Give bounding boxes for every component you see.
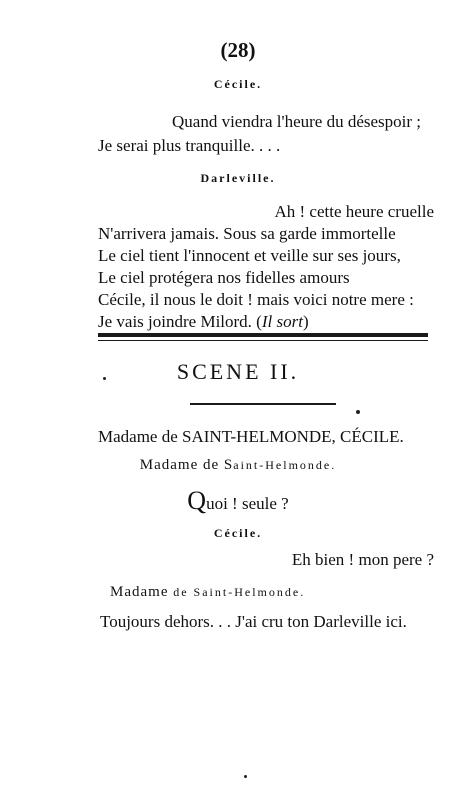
verse-line: Toujours dehors. . . J'ai cru ton Darleville ici. <box>100 612 407 631</box>
drop-initial: Q <box>187 486 207 515</box>
speaker-saint-helmonde <box>0 458 476 473</box>
verse-line: Cécile, il nous le doit ! mais voici notre mere : <box>98 290 414 309</box>
scene-rule <box>190 403 336 405</box>
verse-line <box>98 313 309 330</box>
verse-text: ) <box>302 312 309 331</box>
speaker-darleville: Darleville. <box>200 171 276 185</box>
speaker-prefix: Madame <box>110 584 174 600</box>
verse-line: Le ciel tient l'innocent et veille sur ses jours, <box>98 246 401 265</box>
speaker-saint-helmonde <box>110 585 305 600</box>
dot-mark <box>103 377 106 380</box>
persons-list: Madame de SAINT-HELMONDE, CÉCILE. <box>98 427 404 446</box>
dot-mark <box>244 775 247 778</box>
stage-direction: Il sort <box>261 312 303 331</box>
verse-line: Quand viendra l'heure du désespoir ; <box>172 112 422 131</box>
verse-line: Je serai plus tranquille. . . . <box>98 136 281 155</box>
page-number: (28) <box>220 38 256 62</box>
scene-title: SCENE II. <box>176 359 300 384</box>
verse-line: Le ciel protégera nos fidelles amours <box>98 268 350 287</box>
verse-line: N'arrivera jamais. Sous sa garde immortelle <box>98 224 396 243</box>
verse-text: Je vais joindre Milord. ( <box>98 312 262 331</box>
dot-mark <box>356 410 360 414</box>
speaker-cecile: Cécile. <box>213 77 263 91</box>
speech-text: uoi ! seule ? <box>206 494 289 513</box>
speaker-prefix: Madame de S <box>139 457 234 473</box>
verse-line: Eh bien ! mon pere ? <box>291 550 434 569</box>
speaker-smallcaps: de Saint-Helmonde. <box>173 585 306 599</box>
speaker-cecile: Cécile. <box>213 526 263 540</box>
double-rule-thin <box>98 340 428 341</box>
speech-quoi <box>0 488 476 514</box>
verse-line: Ah ! cette heure cruelle <box>274 202 434 221</box>
double-rule-thick <box>98 333 428 337</box>
speaker-smallcaps: aint-Helmonde. <box>233 458 337 472</box>
